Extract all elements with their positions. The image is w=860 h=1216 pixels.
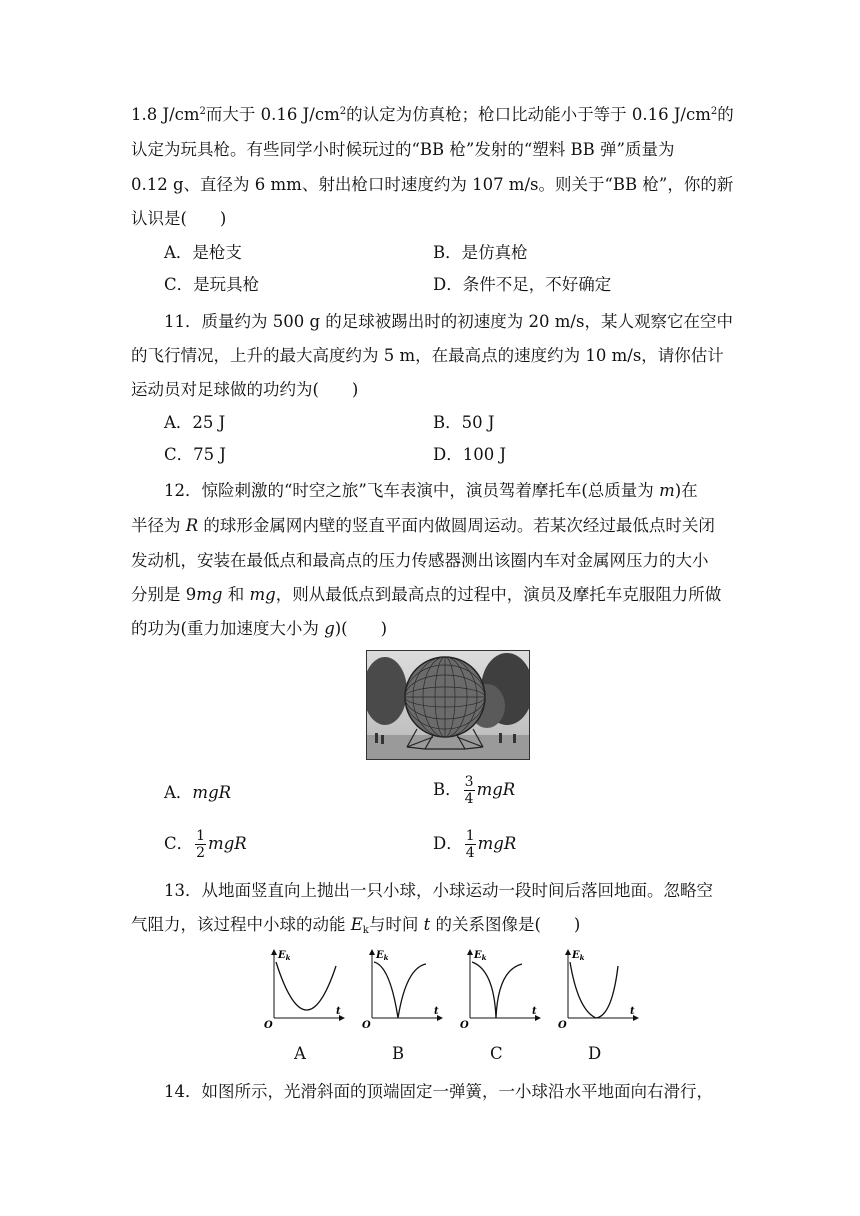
q14-line1: 14．如图所示，光滑斜面的顶端固定一弹簧，一小球沿水平地面向右滑行， [164, 1082, 713, 1101]
q11-option-a: A．25 J [164, 413, 226, 432]
q12-option-d: D． $\frac{1}{4}$ mgR [433, 828, 517, 861]
globe-of-death-photo [366, 650, 530, 760]
q10-option-b: B．是仿真枪 [433, 243, 528, 262]
graph-c [460, 950, 540, 1031]
graph-d-x-label: t [630, 1006, 635, 1017]
q10-line2: 认定为玩具枪。有些同学小时候玩过的“BB 枪”发射的“塑料 BB 弹”质量为 [131, 140, 675, 159]
q10-option-d: D．条件不足，不好确定 [433, 275, 612, 294]
q12-option-b: B． $\frac{3}{4}$ mgR [433, 774, 516, 807]
graph-d-y-label: $E_k$ [572, 950, 585, 962]
q13-line1: 13．从地面竖直向上抛出一只小球，小球运动一段时间后落回地面。忽略空 [164, 881, 713, 900]
q11-option-c: C．75 J [164, 445, 226, 464]
graph-c-origin: O [460, 1020, 469, 1031]
fraction-3-4: $\frac{3}{4}$ [464, 774, 474, 807]
q11-line1: 11．质量约为 500 g 的足球被踢出时的初速度为 20 m/s，某人观察它在空中 [164, 312, 733, 331]
graph-c-x-label: t [532, 1006, 537, 1017]
graph-a-origin: O [264, 1020, 273, 1031]
q10-line3: 0.12 g、直径为 6 mm、射出枪口时速度约为 107 m/s。则关于“BB 枪”，你的新 [131, 175, 734, 194]
q10-line4: 认识是( ) [131, 209, 227, 228]
graph-label-a: A [294, 1044, 306, 1063]
graph-label-d: D [588, 1044, 602, 1063]
q12-line4: 分别是 9mg 和 mg，则从最低点到最高点的过程中，演员及摩托车克服阻力所做 [131, 585, 722, 604]
graph-a [264, 950, 344, 1031]
q10-option-a: A．是枪支 [164, 243, 242, 262]
q11-line3: 运动员对足球做的功约为( ) [131, 380, 359, 399]
q12-line1: 12．惊险刺激的“时空之旅”飞车表演中，演员驾着摩托车(总质量为 m)在 [164, 481, 698, 500]
graph-d-origin: O [558, 1020, 567, 1031]
graph-b-y-label: $E_k$ [376, 950, 389, 962]
graph-c-y-label: $E_k$ [474, 950, 487, 962]
fraction-1-4: $\frac{1}{4}$ [465, 828, 475, 861]
q12-option-a: A．mgR [164, 783, 232, 802]
q12-option-c: C． $\frac{1}{2}$ mgR [164, 828, 247, 861]
graph-b [362, 950, 442, 1031]
q11-line2: 的飞行情况，上升的最大高度约为 5 m，在最高点的速度约为 10 m/s，请你估计 [131, 346, 724, 365]
q11-option-d: D．100 J [433, 445, 507, 464]
q12-line3: 发动机，安装在最低点和最高点的压力传感器测出该圈内车对金属网压力的大小 [131, 551, 709, 570]
ek-t-graphs [262, 946, 642, 1036]
graph-a-x-label: t [336, 1006, 341, 1017]
q10-line1: 1.8 $J/cm^2$而大于 0.16 $J/cm^2$的认定为仿真枪；枪口比动能小于等于 0.16 $J/cm^2$的 [131, 105, 734, 124]
q10-option-c: C．是玩具枪 [164, 275, 260, 294]
q11-option-b: B．50 J [433, 413, 495, 432]
fraction-1-2: $\frac{1}{2}$ [196, 828, 206, 861]
q13-line2: 气阻力，该过程中小球的动能 $E_k$与时间 t 的关系图像是( ) [131, 915, 581, 936]
graph-b-x-label: t [434, 1006, 439, 1017]
q12-line2: 半径为 R 的球形金属网内壁的竖直平面内做圆周运动。若某次经过最低点时关闭 [131, 516, 715, 535]
graph-a-y-label: $E_k$ [278, 950, 291, 962]
graph-b-origin: O [362, 1020, 371, 1031]
q12-line5: 的功为(重力加速度大小为 g)( ) [131, 619, 388, 638]
graph-label-c: C [490, 1044, 503, 1063]
graph-label-b: B [392, 1044, 405, 1063]
graph-d [558, 950, 638, 1031]
